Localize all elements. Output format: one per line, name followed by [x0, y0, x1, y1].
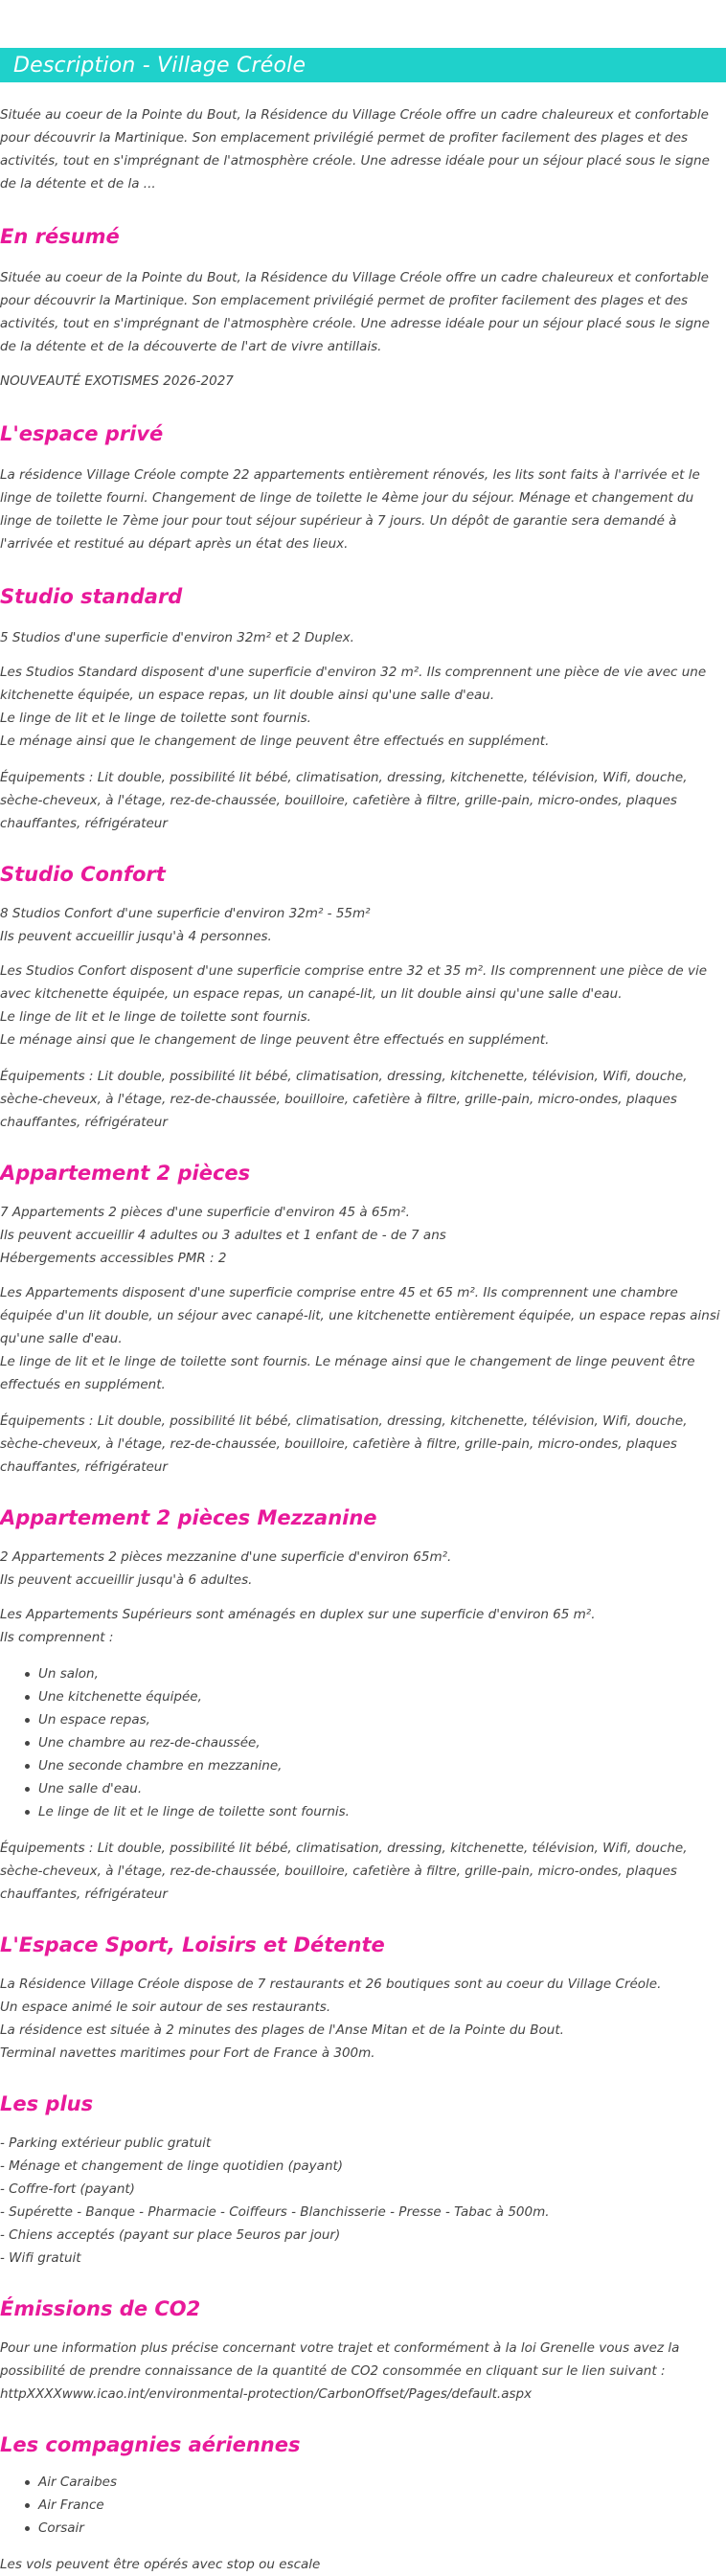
intro-text: Située au coeur de la Pointe du Bout, la Résidence du Village Créole offre un cadre chaleureux et confortable pour découvrir la Martinique. Son emplacement privilégié permet de profiter facilement des plages et des activités, tout en s'imprégnant de l'atmosphère créole. Une adresse idéale pour un séjour placé sous le signe de la détente et de la ... — [0, 107, 710, 192]
mezzanine-room-list — [0, 1662, 726, 1823]
studio-confort-description — [0, 960, 726, 1051]
bullet-icon — [25, 2526, 30, 2531]
mezzanine-equipment: Équipements : Lit double, possibilité lit bébé, climatisation, dressing, kitchenette, télévision, Wifi, douche, sèche-cheveux, à l'étage, rez-de-chaussée, bouilloire, cafetière à filtre, grille-pain, micro-ondes, plaques chauffantes, réfrigérateur — [0, 1841, 688, 1902]
mezzanine-desc-line: Les Appartements Supérieurs sont aménagés en duplex sur une superficie d'environ 65 m². — [0, 1607, 596, 1622]
section-appartement-2-pieces — [0, 1159, 726, 1479]
section-airlines — [0, 2430, 726, 2576]
list-item: - Supérette - Banque - Pharmacie - Coiffeurs - Blanchisserie - Presse - Tabac à 500m. — [0, 2204, 550, 2220]
appart2-desc-line: Les Appartements disposent d'une superficie comprise entre 45 et 65 m². Ils comprennent une chambre équipée d'un lit double, un séjour avec canapé-lit, une kitchenette entièrement équipée, un espace repas ainsi qu'une salle d'eau. — [0, 1285, 720, 1346]
sport-text — [0, 1973, 726, 2065]
section-sport-loisirs — [0, 1931, 726, 2065]
appart2-summary-line: 7 Appartements 2 pièces d'une superficie d'environ 45 à 65m². — [0, 1205, 410, 1220]
bullet-icon — [25, 1787, 30, 1792]
co2-text: Pour une information plus précise concernant votre trajet et conformément à la loi Grenelle vous avez la possibilité de prendre connaissance de la quantité de CO2 consommée en cliquant sur le lien suivant : — [0, 2340, 680, 2379]
airlines-note: Les vols peuvent être opérés avec stop ou escale — [0, 2557, 321, 2572]
studio-standard-summary: 5 Studios d'une superficie d'environ 32m² et 2 Duplex. — [0, 630, 354, 645]
airlines-list — [0, 2471, 726, 2540]
bullet-icon — [25, 1741, 30, 1746]
list-item — [38, 2471, 726, 2494]
section-title-appartement-mezzanine: Appartement 2 pièces Mezzanine — [0, 1506, 377, 1529]
list-item-text: Le linge de lit et le linge de toilette sont fournis. — [38, 1804, 350, 1819]
resume-text: Située au coeur de la Pointe du Bout, la Résidence du Village Créole offre un cadre chaleureux et confortable pour découvrir la Martinique. Son emplacement privilégié permet de profiter facilement des plages et des activités, tout en s'imprégnant de l'atmosphère créole. Une adresse idéale pour un séjour placé sous le signe de la détente et de la découverte de l'art de vivre antillais. — [0, 270, 710, 354]
list-item: - Ménage et changement de linge quotidien (payant) — [0, 2158, 344, 2174]
list-item: - Coffre-fort (payant) — [0, 2181, 135, 2197]
section-title-studio-confort: Studio Confort — [0, 863, 166, 886]
list-item: - Wifi gratuit — [0, 2250, 81, 2266]
list-item-text: Une chambre au rez-de-chaussée, — [38, 1735, 261, 1751]
studio-standard-desc-line: Le ménage ainsi que le changement de linge peuvent être effectués en supplément. — [0, 734, 550, 749]
sport-line: Terminal navettes maritimes pour Fort de France à 300m. — [0, 2045, 375, 2061]
studio-confort-equipment: Équipements : Lit double, possibilité lit bébé, climatisation, dressing, kitchenette, télévision, Wifi, douche, sèche-cheveux, à l'étage, rez-de-chaussée, bouilloire, cafetière à filtre, grille-pain, micro-ondes, plaques chauffantes, réfrigérateur — [0, 1069, 688, 1130]
resume-note: NOUVEAUTÉ EXOTISMES 2026-2027 — [0, 373, 234, 389]
bullet-icon — [25, 1810, 30, 1815]
list-item — [38, 1777, 726, 1800]
appart2-summary — [0, 1201, 726, 1270]
list-item-text: Une salle d'eau. — [38, 1781, 143, 1796]
appart2-equipment: Équipements : Lit double, possibilité lit bébé, climatisation, dressing, kitchenette, télévision, Wifi, douche, sèche-cheveux, à l'étage, rez-de-chaussée, bouilloire, cafetière à filtre, grille-pain, micro-ondes, plaques chauffantes, réfrigérateur — [0, 1413, 688, 1475]
bullet-icon — [25, 1672, 30, 1677]
studio-confort-summary-line: Ils peuvent accueillir jusqu'à 4 personnes. — [0, 929, 272, 944]
studio-standard-equipment: Équipements : Lit double, possibilité lit bébé, climatisation, dressing, kitchenette, télévision, Wifi, douche, sèche-cheveux, à l'étage, rez-de-chaussée, bouilloire, cafetière à filtre, grille-pain, micro-ondes, plaques chauffantes, réfrigérateur — [0, 770, 688, 831]
list-item-text: Une seconde chambre en mezzanine, — [38, 1758, 283, 1774]
section-title-co2: Émissions de CO2 — [0, 2297, 201, 2320]
studio-confort-desc-line: Les Studios Confort disposent d'une superficie comprise entre 32 et 35 m². Ils comprennent une pièce de vie avec kitchenette équipée, un espace repas, un canapé-lit, un lit double ainsi qu'une salle d'eau. — [0, 963, 708, 1002]
studio-confort-desc-line: Le ménage ainsi que le changement de linge peuvent être effectués en supplément. — [0, 1032, 550, 1048]
mezzanine-description — [0, 1603, 726, 1649]
list-item — [38, 1708, 726, 1731]
section-title-sport-loisirs: L'Espace Sport, Loisirs et Détente — [0, 1933, 385, 1956]
main-content — [0, 103, 726, 2576]
les-plus-list — [0, 2132, 726, 2270]
list-item-text: Air Caraibes — [38, 2474, 118, 2490]
list-item: - Chiens acceptés (payant sur place 5euros par jour) — [0, 2227, 341, 2243]
bullet-icon — [25, 2480, 30, 2485]
bullet-icon — [25, 2503, 30, 2508]
mezzanine-summary-line: 2 Appartements 2 pièces mezzanine d'une superficie d'environ 65m². — [0, 1549, 452, 1565]
section-appartement-mezzanine — [0, 1503, 726, 1906]
section-les-plus — [0, 2090, 726, 2270]
appart2-summary-line: Ils peuvent accueillir 4 adultes ou 3 adultes et 1 enfant de - de 7 ans — [0, 1228, 446, 1243]
section-title-espace-prive: L'espace privé — [0, 422, 164, 445]
list-item-text: Corsair — [38, 2520, 84, 2536]
section-title-les-plus: Les plus — [0, 2092, 94, 2115]
studio-confort-summary — [0, 902, 726, 948]
section-resume — [0, 222, 726, 393]
section-title-airlines: Les compagnies aériennes — [0, 2433, 301, 2456]
appart2-summary-line: Hébergements accessibles PMR : 2 — [0, 1251, 227, 1266]
list-item — [38, 1731, 726, 1754]
studio-standard-description — [0, 661, 726, 753]
list-item-text: Air France — [38, 2497, 104, 2513]
list-item-text: Une kitchenette équipée, — [38, 1689, 202, 1705]
section-title-studio-standard: Studio standard — [0, 585, 183, 608]
bullet-icon — [25, 1718, 30, 1723]
list-item: - Parking extérieur public gratuit — [0, 2135, 212, 2151]
bullet-icon — [25, 1695, 30, 1700]
studio-standard-desc-line: Les Studios Standard disposent d'une superficie d'environ 32 m². Ils comprennent une pièce de vie avec une kitchenette équipée, un espace repas, un lit double ainsi qu'une salle d'eau. — [0, 665, 707, 703]
section-studio-confort — [0, 860, 726, 1134]
prive-text: La résidence Village Créole compte 22 appartements entièrement rénovés, les lits sont faits à l'arrivée et le linge de toilette fourni. Changement de linge de toilette le 4ème jour du séjour. Ménage et changement du linge de toilette le 7ème jour pour tout séjour supérieur à 7 jours. Un dépôt de garantie sera demandé à l'arrivée et restitué au départ après un état des lieux. — [0, 467, 700, 552]
mezzanine-summary-line: Ils peuvent accueillir jusqu'à 6 adultes. — [0, 1572, 253, 1588]
list-item — [38, 1754, 726, 1777]
list-item — [38, 1662, 726, 1685]
list-item — [38, 2494, 726, 2517]
description-header-bar — [0, 48, 726, 82]
appart2-description — [0, 1281, 726, 1396]
section-title-resume: En résumé — [0, 225, 120, 248]
section-studio-standard — [0, 582, 726, 835]
page-title: Description - Village Créole — [13, 53, 306, 78]
list-item — [38, 1800, 726, 1823]
list-item — [38, 2517, 726, 2540]
mezzanine-desc-line: Ils comprennent : — [0, 1630, 114, 1645]
mezzanine-summary — [0, 1546, 726, 1592]
sport-line: La Résidence Village Créole dispose de 7 restaurants et 26 boutiques sont au coeur du Village Créole. — [0, 1977, 662, 1992]
section-espace-prive — [0, 419, 726, 555]
list-item — [38, 1685, 726, 1708]
section-title-appartement-2-pieces: Appartement 2 pièces — [0, 1162, 251, 1185]
studio-confort-summary-line: 8 Studios Confort d'une superficie d'environ 32m² - 55m² — [0, 906, 371, 921]
appart2-desc-line: Le linge de lit et le linge de toilette sont fournis. Le ménage ainsi que le changement de linge peuvent être effectués en supplément. — [0, 1354, 695, 1392]
section-co2 — [0, 2294, 726, 2406]
list-item-text: Un salon, — [38, 1666, 99, 1682]
sport-line: La résidence est située à 2 minutes des plages de l'Anse Mitan et de la Pointe du Bout. — [0, 2022, 564, 2038]
bullet-icon — [25, 1764, 30, 1769]
studio-confort-desc-line: Le linge de lit et le linge de toilette sont fournis. — [0, 1009, 311, 1025]
studio-standard-desc-line: Le linge de lit et le linge de toilette sont fournis. — [0, 711, 311, 726]
list-item-text: Un espace repas, — [38, 1712, 150, 1728]
co2-link[interactable]: httpXXXXwww.icao.int/environmental-protection/CarbonOffset/Pages/default.aspx — [0, 2386, 533, 2402]
sport-line: Un espace animé le soir autour de ses restaurants. — [0, 2000, 331, 2015]
